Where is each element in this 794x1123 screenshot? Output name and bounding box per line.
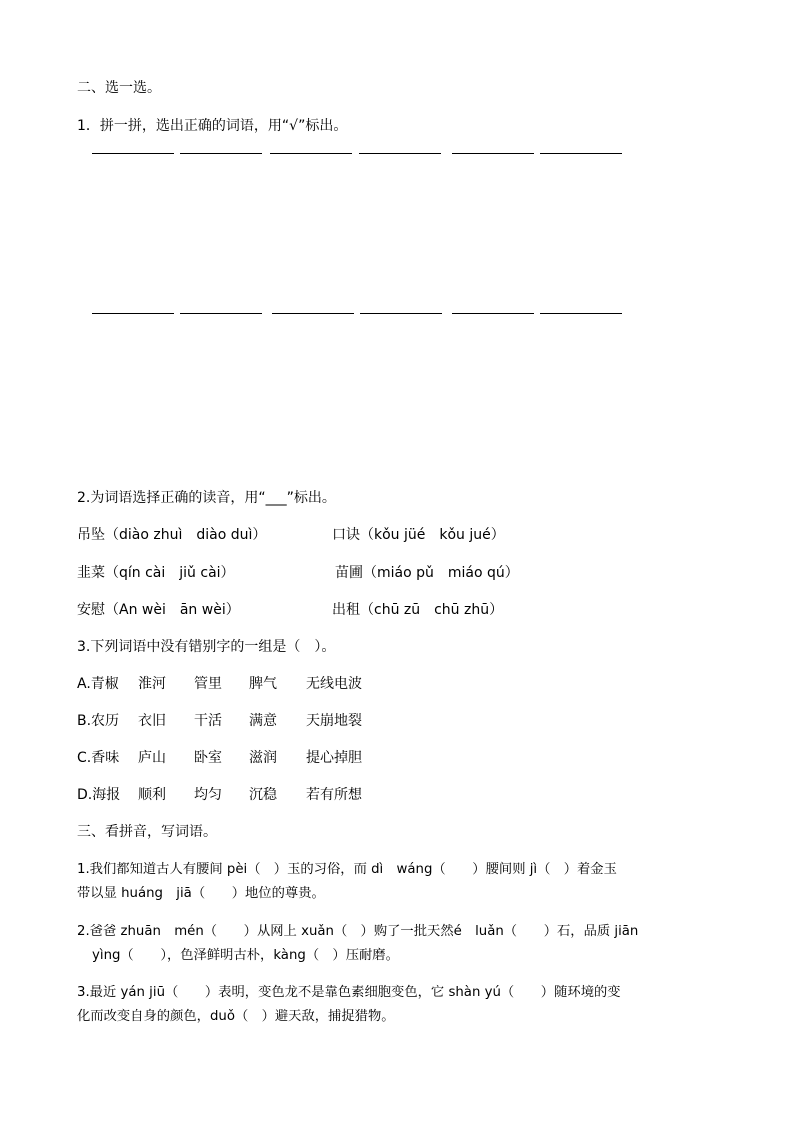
pinyin-choice[interactable]: 苗圃（miáo pǔ miáo qú） <box>335 565 519 581</box>
option-word: 衣旧 <box>138 713 166 729</box>
option-word: A.青椒 <box>77 676 119 692</box>
paragraph-3-line-2: 化而改变自身的颜色，duǒ（ ）避天敌，捕捉猎物。 <box>77 1009 395 1024</box>
answer-blank[interactable] <box>540 153 622 154</box>
pinyin-choice[interactable]: 安慰（An wèi ān wèi） <box>77 602 240 618</box>
pinyin-choice[interactable]: 吊坠（diào zhuì diào duì） <box>77 527 267 543</box>
answer-blank[interactable] <box>180 313 262 314</box>
option-word: 天崩地裂 <box>306 713 362 729</box>
pinyin-choice[interactable]: 韭菜（qín cài jiǔ cài） <box>77 565 235 581</box>
answer-blank[interactable] <box>180 153 262 154</box>
option-word: 若有所想 <box>306 787 362 803</box>
answer-blank[interactable] <box>92 313 174 314</box>
answer-blank[interactable] <box>92 153 174 154</box>
option-word: 庐山 <box>138 750 166 766</box>
answer-blank[interactable] <box>540 313 622 314</box>
answer-blank[interactable] <box>452 153 534 154</box>
option-word: 无线电波 <box>306 676 362 692</box>
answer-blanks-row-2 <box>92 313 632 315</box>
paragraph-1-line-1: 1.我们都知道古人有腰间 pèi（ ）玉的习俗，而 dì wáng（ ）腰间则 jì（ ）着金玉 <box>77 862 617 877</box>
question-1-prompt: 1．拼一拼，选出正确的词语，用“√”标出。 <box>77 118 348 134</box>
answer-blank[interactable] <box>360 313 442 314</box>
option-word: B.农历 <box>77 713 120 729</box>
paragraph-2-line-2: yìng（ ），色泽鲜明古朴，kàng（ ）压耐磨。 <box>92 948 399 963</box>
paragraph-1-line-2: 带以显 huáng jiā（ ）地位的尊贵。 <box>77 886 325 901</box>
option-word: D.海报 <box>77 787 121 803</box>
question-3-prompt: 3.下列词语中没有错别字的一组是（ ）。 <box>77 639 336 655</box>
answer-blank[interactable] <box>270 153 352 154</box>
paragraph-3-line-1: 3.最近 yán jiū（ ）表明，变色龙不是靠色素细胞变色，它 shàn yú（ ）随环境的变 <box>77 985 621 1000</box>
pinyin-choice[interactable]: 口诀（kǒu jüé kǒu jué） <box>332 527 505 543</box>
option-word: 卧室 <box>194 750 222 766</box>
answer-blank[interactable] <box>452 313 534 314</box>
pinyin-choice[interactable]: 出租（chū zū chū zhū） <box>332 602 504 618</box>
option-word: 脾气 <box>249 676 277 692</box>
paragraph-2-line-1: 2.爸爸 zhuān mén（ ）从网上 xuǎn（ ）购了一批天然é luǎn（ ）石，品质 jiān <box>77 924 639 939</box>
option-word: 干活 <box>194 713 222 729</box>
option-word: C.香味 <box>77 750 120 766</box>
section-3-title: 三、看拼音，写词语。 <box>77 824 217 840</box>
option-word: 滋润 <box>249 750 277 766</box>
option-word: 管里 <box>194 676 222 692</box>
section-2-title: 二、选一选。 <box>77 80 161 96</box>
option-word: 均匀 <box>194 787 222 803</box>
answer-blank[interactable] <box>272 313 354 314</box>
answer-blank[interactable] <box>359 153 441 154</box>
question-2-prompt: 2.为词语选择正确的读音，用“___”标出。 <box>77 490 336 506</box>
option-word: 顺利 <box>138 787 166 803</box>
option-word: 满意 <box>249 713 277 729</box>
answer-blanks-row-1 <box>92 153 632 155</box>
option-word: 淮河 <box>138 676 166 692</box>
option-word: 提心掉胆 <box>306 750 362 766</box>
option-word: 沉稳 <box>249 787 277 803</box>
